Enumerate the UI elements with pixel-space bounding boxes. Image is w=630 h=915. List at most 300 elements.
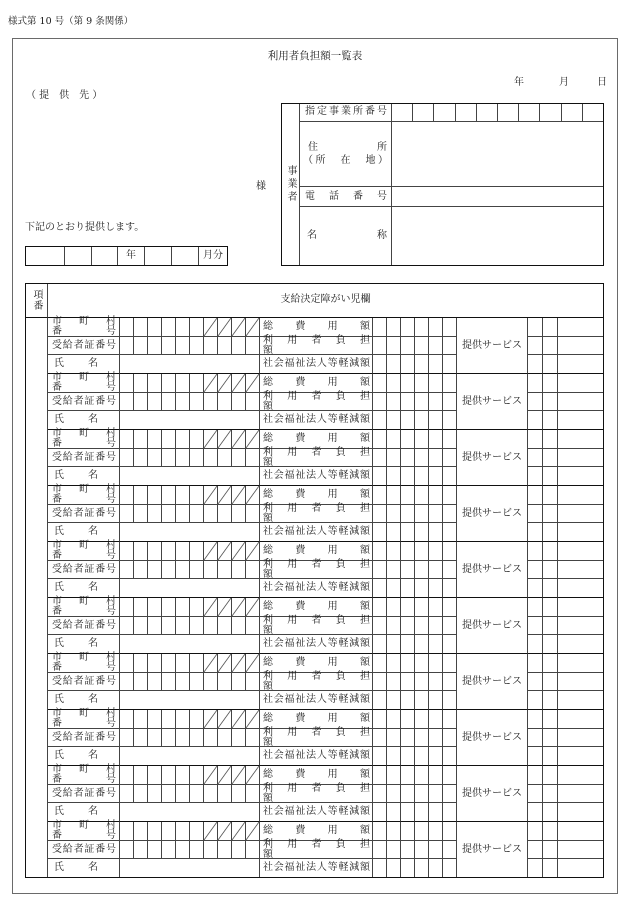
certificate-number-value	[120, 449, 260, 467]
user-burden-value	[373, 729, 457, 747]
service-field	[543, 859, 558, 878]
corporate-reduction-label: 社会福祉法人等軽減額	[263, 526, 370, 537]
period-year-label: 年	[126, 249, 136, 261]
user-burden-label-cell	[260, 390, 380, 412]
service-field	[528, 710, 543, 729]
service-field	[543, 598, 558, 617]
service-field	[543, 617, 558, 635]
service-field	[528, 467, 543, 486]
certificate-number-label: 受給者証番号	[52, 675, 116, 687]
user-burden-label-cell	[260, 782, 380, 804]
user-burden-value	[373, 785, 457, 803]
service-field	[528, 598, 543, 617]
service-field	[558, 542, 604, 561]
total-cost-label: 総 費 用 額	[263, 825, 370, 836]
provider-group-label-cell	[281, 103, 300, 266]
corporate-reduction-label: 社会福祉法人等軽減額	[263, 414, 370, 425]
corporate-reduction-label-cell	[260, 803, 373, 822]
item-number-header-cell	[25, 283, 48, 318]
user-burden-label: 利 用 者 負 担 額	[263, 390, 380, 412]
total-cost-value	[373, 766, 457, 785]
certificate-number-label: 受給者証番号	[52, 619, 116, 631]
service-field	[543, 635, 558, 654]
certificate-number-label-cell	[48, 337, 120, 355]
corporate-reduction-value	[373, 467, 457, 486]
period-month-label-cell	[199, 246, 228, 266]
certificate-number-value	[120, 729, 260, 747]
user-burden-label: 利 用 者 負 担 額	[263, 334, 380, 356]
service-label: 提供サービス	[462, 843, 522, 855]
certificate-number-label: 受給者証番号	[52, 563, 116, 575]
total-cost-label: 総 費 用 額	[263, 769, 370, 780]
service-field	[558, 691, 604, 710]
service-field	[543, 318, 558, 337]
service-field	[543, 841, 558, 859]
total-cost-value	[373, 822, 457, 841]
corporate-reduction-label-cell	[260, 523, 373, 542]
service-field	[543, 355, 558, 374]
service-field	[543, 785, 558, 803]
address-label-cell	[300, 122, 392, 187]
child-name-label: 氏 名	[54, 694, 98, 705]
service-field	[558, 785, 604, 803]
municipality-number-label-cell	[48, 316, 126, 337]
municipality-number-label-cell	[48, 484, 126, 505]
service-label-cell	[457, 598, 528, 654]
total-cost-value	[373, 542, 457, 561]
service-field	[558, 318, 604, 337]
certificate-number-label-cell	[48, 449, 120, 467]
certificate-number-value	[120, 561, 260, 579]
municipality-number-label: 市 町 村 番 号	[52, 764, 126, 785]
municipality-number-value	[120, 486, 260, 505]
corporate-reduction-label: 社会福祉法人等軽減額	[263, 582, 370, 593]
corporate-reduction-label-cell	[260, 859, 373, 878]
total-cost-label: 総 費 用 額	[263, 545, 370, 556]
municipality-number-label: 市 町 村 番 号	[52, 428, 126, 449]
corporate-reduction-value	[373, 859, 457, 878]
service-label: 提供サービス	[462, 563, 522, 575]
corporate-reduction-value	[373, 691, 457, 710]
service-field	[528, 505, 543, 523]
entry-group	[25, 710, 604, 766]
total-cost-label: 総 費 用 額	[263, 489, 370, 500]
child-name-label-cell	[48, 859, 120, 878]
service-field	[528, 561, 543, 579]
service-field	[543, 411, 558, 430]
service-label: 提供サービス	[462, 339, 522, 351]
corporate-reduction-label: 社会福祉法人等軽減額	[263, 470, 370, 481]
date-month-label: 月	[559, 77, 569, 88]
service-label-cell	[457, 542, 528, 598]
service-field	[558, 337, 604, 355]
period-year-digit	[92, 246, 118, 266]
service-field	[558, 729, 604, 747]
user-burden-label: 利 用 者 負 担 額	[263, 558, 380, 580]
service-field	[543, 393, 558, 411]
certificate-number-label-cell	[48, 505, 120, 523]
child-name-label: 氏 名	[54, 750, 98, 761]
certificate-number-label: 受給者証番号	[52, 451, 116, 463]
certificate-number-label: 受給者証番号	[52, 507, 116, 519]
service-field	[528, 766, 543, 785]
municipality-number-label-cell	[48, 596, 126, 617]
certificate-number-value	[120, 617, 260, 635]
municipality-number-label: 市 町 村 番 号	[52, 484, 126, 505]
service-field	[543, 561, 558, 579]
child-name-field	[120, 635, 260, 654]
total-cost-value	[373, 486, 457, 505]
certificate-number-label: 受給者証番号	[52, 339, 116, 351]
service-field	[558, 803, 604, 822]
service-field	[528, 617, 543, 635]
service-field	[558, 673, 604, 691]
period-month-digit	[172, 246, 199, 266]
corporate-reduction-value	[373, 411, 457, 430]
service-field	[528, 841, 543, 859]
municipality-number-value	[120, 598, 260, 617]
municipality-number-label-cell	[48, 372, 126, 393]
municipality-number-label: 市 町 村 番 号	[52, 820, 126, 841]
entry-group	[25, 598, 604, 654]
municipality-number-label-cell	[48, 652, 126, 673]
certificate-number-label: 受給者証番号	[52, 787, 116, 799]
corporate-reduction-label-cell	[260, 635, 373, 654]
service-field	[543, 747, 558, 766]
municipality-number-value	[120, 766, 260, 785]
statement: 下記のとおり提供します。	[25, 222, 145, 233]
municipality-number-label-cell	[48, 540, 126, 561]
service-field	[528, 318, 543, 337]
corporate-reduction-label-cell	[260, 579, 373, 598]
user-burden-value	[373, 673, 457, 691]
municipality-number-value	[120, 430, 260, 449]
municipality-number-value	[120, 542, 260, 561]
corporate-reduction-label: 社会福祉法人等軽減額	[263, 358, 370, 369]
service-label: 提供サービス	[462, 619, 522, 631]
service-field	[543, 579, 558, 598]
service-field	[528, 542, 543, 561]
certificate-number-label: 受給者証番号	[52, 843, 116, 855]
municipality-number-label-cell	[48, 428, 126, 449]
user-burden-label-cell	[260, 838, 380, 860]
period-year-digit	[65, 246, 92, 266]
provider-name-label-cell	[300, 207, 392, 266]
provider-group-label: 事業者	[285, 164, 296, 204]
corporate-reduction-value	[373, 579, 457, 598]
municipality-number-value	[120, 318, 260, 337]
provider-name-label: 名 称	[307, 230, 387, 241]
corporate-reduction-label: 社会福祉法人等軽減額	[263, 862, 370, 873]
service-field	[528, 822, 543, 841]
service-field	[543, 449, 558, 467]
office-number-value	[392, 103, 604, 122]
certificate-number-value	[120, 393, 260, 411]
child-name-field	[120, 579, 260, 598]
service-field	[528, 747, 543, 766]
child-name-field	[120, 523, 260, 542]
service-field	[558, 523, 604, 542]
service-label: 提供サービス	[462, 507, 522, 519]
service-field	[558, 411, 604, 430]
service-field	[558, 467, 604, 486]
user-burden-label-cell	[260, 446, 380, 468]
service-label: 提供サービス	[462, 787, 522, 799]
municipality-number-value	[120, 710, 260, 729]
user-burden-value	[373, 449, 457, 467]
phone-field	[392, 187, 604, 207]
municipality-number-label: 市 町 村 番 号	[52, 652, 126, 673]
office-number-label: 指定事業所番号	[305, 106, 387, 117]
service-field	[558, 561, 604, 579]
municipality-number-label: 市 町 村 番 号	[52, 540, 126, 561]
municipality-number-label: 市 町 村 番 号	[52, 596, 126, 617]
service-field	[558, 766, 604, 785]
service-field	[528, 635, 543, 654]
form-number: 様式第 10 号（第 9 条関係）	[8, 16, 134, 27]
child-name-field	[120, 411, 260, 430]
total-cost-value	[373, 598, 457, 617]
total-cost-value	[373, 654, 457, 673]
service-field	[558, 355, 604, 374]
service-field	[543, 523, 558, 542]
corporate-reduction-label-cell	[260, 691, 373, 710]
entry-group	[25, 374, 604, 430]
service-field	[543, 430, 558, 449]
beneficiary-table	[25, 283, 604, 878]
total-cost-value	[373, 374, 457, 393]
child-name-field	[120, 747, 260, 766]
corporate-reduction-value	[373, 803, 457, 822]
certificate-number-label: 受給者証番号	[52, 731, 116, 743]
service-field	[543, 542, 558, 561]
certificate-number-label: 受給者証番号	[52, 395, 116, 407]
certificate-number-label-cell	[48, 673, 120, 691]
municipality-number-label: 市 町 村 番 号	[52, 316, 126, 337]
total-cost-value	[373, 318, 457, 337]
child-name-field	[120, 859, 260, 878]
corporate-reduction-value	[373, 355, 457, 374]
child-name-field	[120, 803, 260, 822]
service-field	[528, 411, 543, 430]
child-name-label: 氏 名	[54, 862, 98, 873]
corporate-reduction-label: 社会福祉法人等軽減額	[263, 694, 370, 705]
total-cost-label: 総 費 用 額	[263, 601, 370, 612]
user-burden-label-cell	[260, 502, 380, 524]
service-field	[528, 374, 543, 393]
municipality-number-label-cell	[48, 764, 126, 785]
child-name-label: 氏 名	[54, 470, 98, 481]
service-field	[543, 673, 558, 691]
item-number-header: 項番	[31, 289, 42, 311]
service-field	[543, 803, 558, 822]
child-name-label: 氏 名	[54, 806, 98, 817]
total-cost-label: 総 費 用 額	[263, 433, 370, 444]
address-label: 住 所	[308, 141, 387, 153]
table-header-cell	[48, 283, 604, 318]
municipality-number-label-cell	[48, 820, 126, 841]
service-label-cell	[457, 374, 528, 430]
user-burden-value	[373, 561, 457, 579]
user-burden-label: 利 用 者 負 担 額	[263, 782, 380, 804]
service-field	[558, 747, 604, 766]
service-field	[528, 785, 543, 803]
service-label: 提供サービス	[462, 675, 522, 687]
service-field	[528, 803, 543, 822]
date-day-label: 日	[597, 77, 607, 88]
user-burden-label: 利 用 者 負 担 額	[263, 614, 380, 636]
child-name-field	[120, 691, 260, 710]
service-field	[543, 654, 558, 673]
service-label: 提供サービス	[462, 395, 522, 407]
service-field	[558, 505, 604, 523]
child-name-label: 氏 名	[54, 638, 98, 649]
service-field	[558, 579, 604, 598]
service-field	[558, 654, 604, 673]
user-burden-value	[373, 505, 457, 523]
service-field	[558, 449, 604, 467]
certificate-number-label-cell	[48, 393, 120, 411]
period-year-label-cell	[118, 246, 145, 266]
phone-label: 電 話 番 号	[305, 190, 387, 202]
period-month-digit	[145, 246, 172, 266]
provider-box	[281, 103, 604, 266]
user-burden-label: 利 用 者 負 担 額	[263, 446, 380, 468]
child-name-label: 氏 名	[54, 526, 98, 537]
certificate-number-label-cell	[48, 561, 120, 579]
service-field	[558, 841, 604, 859]
municipality-number-value	[120, 374, 260, 393]
service-field	[558, 617, 604, 635]
municipality-number-label: 市 町 村 番 号	[52, 372, 126, 393]
service-field	[528, 729, 543, 747]
child-name-label: 氏 名	[54, 582, 98, 593]
period-year-digit	[25, 246, 65, 266]
service-field	[528, 393, 543, 411]
table-header: 支給決定障がい児欄	[280, 294, 371, 305]
certificate-number-value	[120, 785, 260, 803]
corporate-reduction-label-cell	[260, 467, 373, 486]
service-field	[558, 374, 604, 393]
municipality-number-value	[120, 822, 260, 841]
total-cost-label: 総 費 用 額	[263, 377, 370, 388]
service-field	[558, 635, 604, 654]
user-burden-value	[373, 841, 457, 859]
service-field	[543, 691, 558, 710]
service-label-cell	[457, 710, 528, 766]
entry-group	[25, 430, 604, 486]
municipality-number-label-cell	[48, 708, 126, 729]
entry-group	[25, 542, 604, 598]
form-title: 利用者負担額一覧表	[267, 50, 363, 62]
service-field	[543, 766, 558, 785]
service-label-cell	[457, 766, 528, 822]
service-label: 提供サービス	[462, 451, 522, 463]
corporate-reduction-value	[373, 635, 457, 654]
service-field	[528, 579, 543, 598]
service-label-cell	[457, 486, 528, 542]
service-field	[558, 822, 604, 841]
entry-group	[25, 318, 604, 374]
service-label-cell	[457, 654, 528, 710]
service-field	[543, 710, 558, 729]
service-field	[528, 859, 543, 878]
address-field	[392, 122, 604, 187]
service-field	[543, 374, 558, 393]
total-cost-label: 総 費 用 額	[263, 713, 370, 724]
certificate-number-value	[120, 841, 260, 859]
service-label-cell	[457, 430, 528, 486]
date-year-label: 年	[514, 77, 524, 88]
user-burden-label-cell	[260, 334, 380, 356]
user-burden-value	[373, 337, 457, 355]
service-label: 提供サービス	[462, 731, 522, 743]
service-field	[528, 654, 543, 673]
certificate-number-value	[120, 673, 260, 691]
service-field	[558, 710, 604, 729]
user-burden-label-cell	[260, 670, 380, 692]
municipality-number-value	[120, 654, 260, 673]
period-month-label: 月分	[203, 249, 223, 261]
corporate-reduction-value	[373, 523, 457, 542]
location-label: （所 在 地）	[303, 154, 388, 166]
user-burden-label: 利 用 者 負 担 額	[263, 838, 380, 860]
service-field	[543, 729, 558, 747]
service-field	[543, 486, 558, 505]
service-field	[528, 449, 543, 467]
corporate-reduction-label: 社会福祉法人等軽減額	[263, 750, 370, 761]
recipient-label: （ 提 供 先 ）	[26, 90, 103, 101]
entry-group	[25, 766, 604, 822]
service-field	[528, 355, 543, 374]
period-box	[25, 246, 228, 266]
phone-label-cell	[300, 187, 392, 207]
user-burden-value	[373, 617, 457, 635]
child-name-field	[120, 467, 260, 486]
service-field	[528, 486, 543, 505]
corporate-reduction-label: 社会福祉法人等軽減額	[263, 638, 370, 649]
user-burden-label: 利 用 者 負 担 額	[263, 726, 380, 748]
service-field	[528, 673, 543, 691]
total-cost-label: 総 費 用 額	[263, 321, 370, 332]
service-field	[543, 467, 558, 486]
office-number-label-cell	[300, 103, 392, 122]
user-burden-label-cell	[260, 558, 380, 580]
provider-name-field	[392, 207, 604, 266]
service-field	[558, 430, 604, 449]
service-field	[528, 430, 543, 449]
honorific: 様	[256, 181, 266, 192]
corporate-reduction-value	[373, 747, 457, 766]
service-field	[543, 337, 558, 355]
child-name-label: 氏 名	[54, 414, 98, 425]
municipality-number-label: 市 町 村 番 号	[52, 708, 126, 729]
certificate-number-value	[120, 505, 260, 523]
user-burden-label: 利 用 者 負 担 額	[263, 670, 380, 692]
certificate-number-value	[120, 337, 260, 355]
service-field	[558, 598, 604, 617]
certificate-number-label-cell	[48, 785, 120, 803]
corporate-reduction-label-cell	[260, 355, 373, 374]
user-burden-label: 利 用 者 負 担 額	[263, 502, 380, 524]
total-cost-value	[373, 430, 457, 449]
entry-group	[25, 654, 604, 710]
child-name-label: 氏 名	[54, 358, 98, 369]
total-cost-label: 総 費 用 額	[263, 657, 370, 668]
service-field	[528, 691, 543, 710]
corporate-reduction-label: 社会福祉法人等軽減額	[263, 806, 370, 817]
total-cost-value	[373, 710, 457, 729]
